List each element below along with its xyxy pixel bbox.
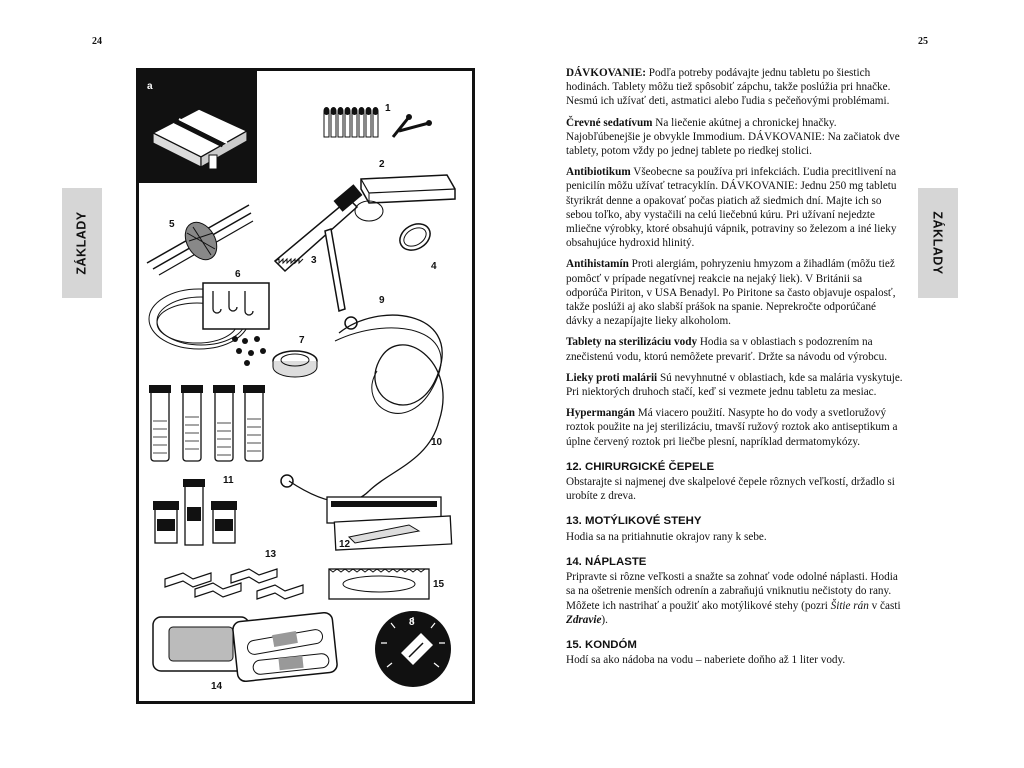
page-number-left: 24	[92, 36, 102, 47]
text-antibiotikum: Všeobecne sa používa pri infekciách. Ľudia precitlivení na penicilín môžu užívať tetracyklín. DÁVKOVANIE: Jednu 250 mg tabletu štyrikrát denne a opakovať počas piatich až siedmich dní. Majte ich so sebou toľko, aby vystačili na celú liečebnú kúru. Pri užívaní nejedzte mliečne výrobky, ktoré obsahujú vápnik, potraviny so železom a iné lieky obsahujúce hydroxid hlinitý.	[566, 166, 897, 250]
text-motylikove-stehy: Hodia sa na pritiahnutie okrajov rany k sebe.	[566, 530, 767, 543]
text-naplaste-main: Pripravte si rôzne veľkosti a snažte sa zohnať vode odolné náplasti. Hodia sa na ošetrenie menších odrenín a zabraňujú vniknutiu nečistoty do rany. Môžete ich nastrihať a použiť ako motýlikové stehy (pozri	[566, 571, 898, 612]
fig-label-11: 11	[223, 475, 234, 486]
paragraph-sterilizacia	[566, 335, 904, 363]
fig-label-5: 5	[169, 219, 175, 230]
survival-kit-illustration	[136, 68, 475, 704]
heading-chirurgicke-cepele: 12. CHIRURGICKÉ ČEPELE	[566, 460, 715, 473]
fig-label-3: 3	[311, 255, 317, 266]
wire-saw-illustration	[281, 295, 443, 502]
text-column	[566, 66, 904, 674]
side-tab-right-label: ZÁKLADY	[931, 211, 945, 275]
butterfly-stitches-illustration	[165, 549, 303, 599]
text-naplaste-end: ).	[601, 613, 608, 626]
fig-label-6: 6	[235, 269, 241, 280]
term-malaria: Lieky proti malárii	[566, 371, 658, 384]
page-number-right: 25	[918, 36, 928, 47]
term-antihistamin: Antihistamín	[566, 258, 629, 271]
paragraph-antihistamin	[566, 257, 904, 328]
text-naplaste	[566, 570, 904, 627]
heading-motylikove-stehy: 13. MOTÝLIKOVÉ STEHY	[566, 515, 702, 528]
text-kondom: Hodí sa ako nádoba na vodu – naberiete doňho až 1 liter vody.	[566, 654, 846, 667]
paragraph-malaria	[566, 371, 904, 399]
fig-label-1: 1	[385, 103, 391, 114]
condom-packet-illustration	[329, 569, 445, 599]
fig-label-2: 2	[379, 159, 385, 170]
text-chirurgicke-cepele: Obstarajte si najmenej dve skalpelové čepele rôznych veľkostí, držadlo si urobíte z dreva.	[566, 476, 895, 503]
paragraph-davkovanie	[566, 66, 904, 109]
fig-label-7: 7	[299, 335, 305, 346]
fig-label-12: 12	[339, 539, 351, 550]
paragraph-crevne-sedativum	[566, 116, 904, 159]
heading-kondom: 15. KONDÓM	[566, 638, 637, 651]
text-naplaste-mid: v časti	[868, 599, 901, 612]
vials-illustration	[149, 385, 265, 486]
candle-illustration	[361, 159, 455, 203]
side-tab-right	[918, 188, 958, 298]
saw-flint-illustration	[275, 184, 383, 311]
fig-label-15: 15	[433, 579, 445, 590]
permanganate-illustration	[375, 611, 451, 687]
fig-label-a: a	[147, 81, 153, 92]
fig-label-4: 4	[431, 261, 437, 272]
text-hypermangan: Má viacero použití. Nasypte ho do vody a svetloružový roztok použite na jej sterilizáciu, tmavší ružový roztok ako antiseptikum a úplne červený roztok pri liečbe plesní, napríklad dermatomykózy.	[566, 407, 898, 448]
lens-illustration	[395, 219, 437, 272]
side-tab-left-label: ZÁKLADY	[75, 211, 89, 275]
text-naplaste-ref1: Šitie rán	[830, 599, 869, 612]
fig-label-13: 13	[265, 549, 277, 560]
matches-illustration	[324, 103, 433, 137]
paragraph-hypermangan	[566, 406, 904, 449]
fig-label-8: 8	[409, 617, 415, 628]
text-sterilizacia: Hodia sa v oblastiach s podozrením na znečistenú vodu, ktorú nemôžete prevariť. Držte sa návodu od výrobcu.	[566, 336, 888, 363]
fishing-kit-illustration	[149, 269, 269, 366]
term-crevne-sedativum: Črevné sedatívum	[566, 116, 653, 129]
pill-bottles-illustration	[153, 479, 237, 545]
fig-label-9: 9	[379, 295, 385, 306]
text-malaria: Sú nevyhnutné v oblastiach, kde sa malária vyskytuje. Pri niektorých druhoch stačí, keď si vezmete jednu tabletu za mesiac.	[566, 371, 903, 399]
tin-illustration	[139, 71, 257, 183]
side-tab-left	[62, 188, 102, 298]
illustration-canvas	[139, 71, 472, 701]
plasters-illustration	[153, 612, 338, 692]
term-hypermangan: Hypermangán	[566, 407, 635, 420]
fig-label-14: 14	[211, 681, 223, 692]
fig-label-10: 10	[431, 437, 443, 448]
text-naplaste-ref2: Zdravie	[566, 613, 602, 626]
scalpel-blades-illustration	[327, 497, 452, 550]
term-davkovanie: DÁVKOVANIE:	[566, 67, 646, 79]
compass-illustration	[273, 335, 317, 377]
needles-illustration	[147, 205, 253, 275]
text-antihistamin: Proti alergiám, pohryzeniu hmyzom a žihadlám (môžu tiež pomôcť v prípade negatívnej reakcie na nejaký liek). V Británii sa odporúča Piriton, v USA Benadyl. Po Piritone sa často objavuje ospalosť, takže poslúži aj ako slabší prášok na spanie. Neprekročte odporúčané dávky a nezapíjajte lieky alkoholom.	[566, 258, 896, 328]
term-antibiotikum: Antibiotikum	[566, 166, 631, 179]
term-sterilizacia: Tablety na sterilizáciu vody	[566, 336, 698, 349]
paragraph-antibiotikum	[566, 165, 904, 250]
text-davkovanie: Podľa potreby podávajte jednu tabletu po šiestich hodinách. Tablety môžu tiež spôsobiť zápchu, takže poslúžia pri hnačke. Nesmú ich užívať deti, astmatici alebo ľudia s pečeňovými problémami.	[566, 67, 891, 108]
heading-naplaste: 14. NÁPLASTE	[566, 555, 647, 568]
text-crevne-sedativum: Na liečenie akútnej a chronickej hnačky. Najobľúbenejšie je obvykle Immodium. DÁVKOVANIE: Na začiatok dve tablety, potom vždy po jednej tablete po riedkej stolici.	[566, 116, 900, 158]
